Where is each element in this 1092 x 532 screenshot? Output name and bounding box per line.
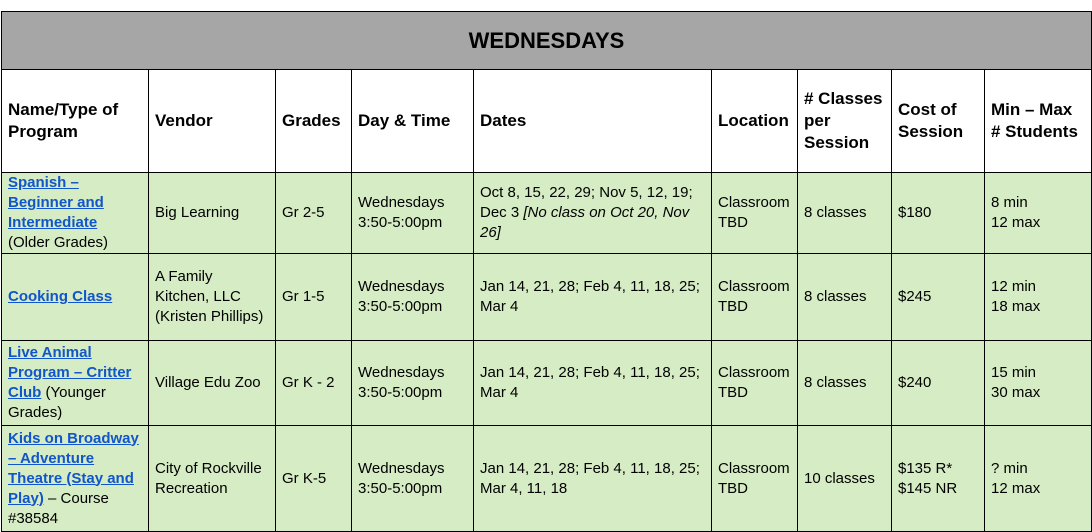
table-title: WEDNESDAYS <box>2 12 1092 70</box>
grades-cell: Gr 1-5 <box>276 254 352 341</box>
grades-cell: Gr K-5 <box>276 426 352 532</box>
header-day-time: Day & Time <box>352 70 474 173</box>
vendor-cell: Village Edu Zoo <box>149 341 276 426</box>
dates-text: Jan 14, 21, 28; Feb 4, 11, 18, 25; Mar 4 <box>480 278 700 315</box>
min-text: 8 min <box>991 194 1028 211</box>
grades-cell: Gr 2-5 <box>276 173 352 254</box>
dates-cell <box>474 173 712 254</box>
day-time-cell <box>352 341 474 426</box>
location-line-2: TBD <box>718 214 748 231</box>
program-cell <box>2 173 149 254</box>
classes-cell: 8 classes <box>798 173 892 254</box>
min-max-cell <box>985 426 1092 532</box>
location-line-2: TBD <box>718 384 748 401</box>
header-classes-per-session: # Classes per Session <box>798 70 892 173</box>
table-row <box>2 426 1092 532</box>
location-line-1: Classroom <box>718 364 790 381</box>
header-dates: Dates <box>474 70 712 173</box>
classes-cell: 8 classes <box>798 254 892 341</box>
program-link[interactable]: Cooking Class <box>8 288 113 305</box>
table-row <box>2 341 1092 426</box>
cost-cell <box>892 341 985 426</box>
max-text: 30 max <box>991 384 1041 401</box>
header-row <box>2 70 1092 173</box>
vendor-cell: A Family Kitchen, LLC (Kristen Phillips) <box>149 254 276 341</box>
min-max-cell <box>985 254 1092 341</box>
dates-text: Jan 14, 21, 28; Feb 4, 11, 18, 25; Mar 4 <box>480 364 700 401</box>
program-note: (Older Grades) <box>8 234 109 251</box>
location-line-1: Classroom <box>718 278 790 295</box>
header-program: Name/Type of Program <box>2 70 149 173</box>
cost-line-1: $180 <box>898 204 932 221</box>
program-note: (Younger Grades) <box>8 384 106 421</box>
program-cell <box>2 254 149 341</box>
location-line-2: TBD <box>718 479 748 497</box>
program-link[interactable]: Spanish – Beginner and Intermediate <box>8 174 104 231</box>
cost-cell <box>892 173 985 254</box>
location-line-1: Classroom <box>718 459 790 477</box>
header-min-max: Min – Max # Students <box>985 70 1092 173</box>
cost-line-1: $135 R* <box>898 459 953 477</box>
max-text: 12 max <box>991 214 1041 231</box>
day-text: Wednesdays <box>358 194 445 211</box>
dates-note: [No class on Oct 20, Nov 26] <box>480 204 690 241</box>
time-text: 3:50-5:00pm <box>358 479 443 497</box>
classes-cell: 10 classes <box>798 426 892 532</box>
classes-cell: 8 classes <box>798 341 892 426</box>
min-text: ? min <box>991 459 1028 477</box>
day-time-cell <box>352 426 474 532</box>
vendor-cell: City of Rockville Recreation <box>149 426 276 532</box>
program-note: – Course #38584 <box>8 489 109 527</box>
program-cell <box>2 341 149 426</box>
location-line-1: Classroom <box>718 194 790 211</box>
program-link[interactable]: Kids on Broadway – Adventure Theatre (Stay and Play) <box>8 429 139 507</box>
location-cell <box>712 173 798 254</box>
max-text: 12 max <box>991 479 1041 497</box>
cost-cell <box>892 254 985 341</box>
cost-cell <box>892 426 985 532</box>
dates-text: Jan 14, 21, 28; Feb 4, 11, 18, 25; Mar 4, 11, 18 <box>480 459 700 497</box>
min-max-cell <box>985 341 1092 426</box>
location-cell <box>712 341 798 426</box>
location-line-2: TBD <box>718 298 748 315</box>
time-text: 3:50-5:00pm <box>358 214 443 231</box>
cost-line-1: $240 <box>898 374 932 391</box>
title-row <box>2 12 1092 70</box>
table-row <box>2 254 1092 341</box>
dates-cell <box>474 426 712 532</box>
grades-cell: Gr K - 2 <box>276 341 352 426</box>
program-cell <box>2 426 149 532</box>
day-time-cell <box>352 173 474 254</box>
day-text: Wednesdays <box>358 364 445 381</box>
location-cell <box>712 426 798 532</box>
header-location: Location <box>712 70 798 173</box>
wednesdays-schedule-table <box>1 11 1092 532</box>
max-text: 18 max <box>991 298 1041 315</box>
time-text: 3:50-5:00pm <box>358 384 443 401</box>
min-text: 12 min <box>991 278 1037 295</box>
header-vendor: Vendor <box>149 70 276 173</box>
dates-cell <box>474 341 712 426</box>
header-grades: Grades <box>276 70 352 173</box>
program-link[interactable]: Live Animal Program – Critter Club <box>8 344 132 401</box>
min-max-cell <box>985 173 1092 254</box>
header-cost: Cost of Session <box>892 70 985 173</box>
day-time-cell <box>352 254 474 341</box>
day-text: Wednesdays <box>358 459 445 477</box>
dates-text: Oct 8, 15, 22, 29; Nov 5, 12, 19; Dec 3 <box>480 184 693 221</box>
cost-line-1: $245 <box>898 288 932 305</box>
min-text: 15 min <box>991 364 1037 381</box>
table-row <box>2 173 1092 254</box>
day-text: Wednesdays <box>358 278 445 295</box>
cost-line-2: $145 NR <box>898 479 958 497</box>
time-text: 3:50-5:00pm <box>358 298 443 315</box>
location-cell <box>712 254 798 341</box>
vendor-cell: Big Learning <box>149 173 276 254</box>
dates-cell <box>474 254 712 341</box>
